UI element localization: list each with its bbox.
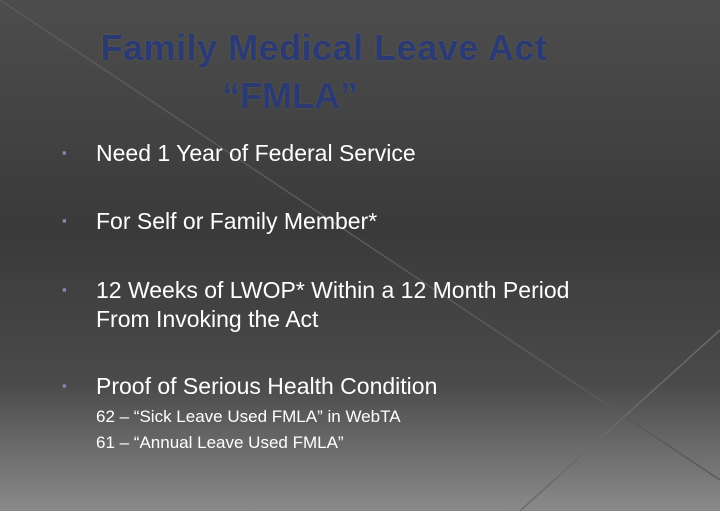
- sub-item-annual-leave: 61 – “Annual Leave Used FMLA”: [96, 433, 344, 452]
- bullet-item-service: Need 1 Year of Federal Service: [96, 140, 416, 166]
- bullet-icon: ▪: [62, 378, 67, 393]
- sub-item-sick-leave: 62 – “Sick Leave Used FMLA” in WebTA: [96, 407, 401, 426]
- slide-title-line2: “FMLA”: [222, 75, 358, 116]
- bullet-item-proof: Proof of Serious Health Condition: [96, 373, 438, 399]
- bullet-item-weeks: 12 Weeks of LWOP* Within a 12 Month Period: [96, 277, 570, 303]
- bullet-icon: ▪: [62, 213, 67, 228]
- bullet-icon: ▪: [62, 145, 67, 160]
- bullet-icon: ▪: [62, 282, 67, 297]
- bullet-item-self-family: For Self or Family Member*: [96, 208, 378, 234]
- slide-title-line1: Family Medical Leave Act: [100, 27, 548, 68]
- bullet-item-weeks-continued: From Invoking the Act: [96, 306, 319, 332]
